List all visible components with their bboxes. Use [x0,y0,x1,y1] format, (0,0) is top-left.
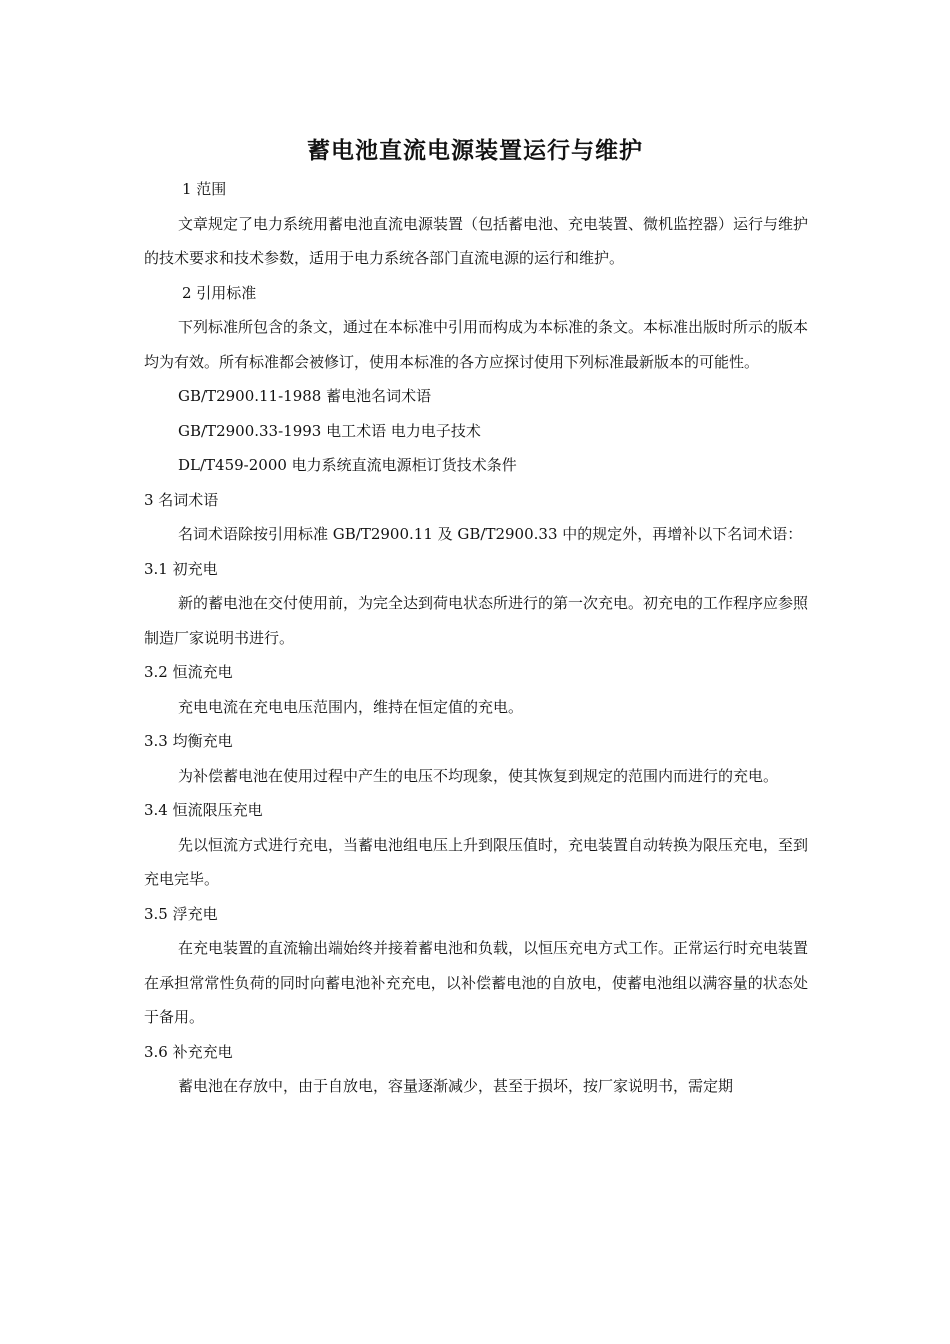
section-1-heading: 1 范围 [182,180,227,198]
document-body [144,172,808,1104]
section-3-4-heading: 3.4 恒流限压充电 [144,801,263,819]
section-2-heading: 2 引用标准 [182,283,257,302]
reference-gb-t2900-33: GB/T2900.33-1993 电工术语 电力电子技术 [178,421,481,440]
section-3-4-paragraph: 先以恒流方式进行充电，当蓄电池组电压上升到限压值时，充电装置自动转换为限压充电，至到充电完毕。 [144,835,809,888]
reference-gb-t2900-11: GB/T2900.11-1988 蓄电池名词术语 [178,387,432,405]
reference-dl-t459: DL/T459-2000 电力系统直流电源柜订货技术条件 [178,456,517,474]
section-3-5-paragraph: 在充电装置的直流输出端始终并接着蓄电池和负载，以恒压充电方式工作。正常运行时充电装置在承担常常性负荷的同时向蓄电池补充充电，以补偿蓄电池的自放电，使蓄电池组以满容量的状态处于备用。 [144,939,809,1026]
section-1-paragraph: 文章规定了电力系统用蓄电池直流电源装置（包括蓄电池、充电装置、微机监控器）运行与维护的技术要求和技术参数，适用于电力系统各部门直流电源的运行和维护。 [144,214,809,267]
section-3-2-paragraph: 充电电流在充电电压范围内，维持在恒定值的充电。 [178,697,524,716]
section-3-3-heading: 3.3 均衡充电 [144,732,233,750]
section-3-6-paragraph: 蓄电池在存放中，由于自放电，容量逐渐减少，甚至于损坏，按厂家说明书，需定期 [178,1077,734,1095]
section-3-paragraph: 名词术语除按引用标准 GB/T2900.11 及 GB/T2900.33 中的规定外，再增补以下名词术语： [178,525,803,543]
section-3-3-paragraph: 为补偿蓄电池在使用过程中产生的电压不均现象，使其恢复到规定的范围内而进行的充电。 [178,766,779,785]
section-3-heading: 3 名词术语 [144,490,219,509]
section-3-1-heading: 3.1 初充电 [144,559,218,578]
section-3-1-paragraph: 新的蓄电池在交付使用前，为完全达到荷电状态所进行的第一次充电。初充电的工作程序应参照制造厂家说明书进行。 [144,594,809,647]
document-title: 蓄电池直流电源装置运行与维护 [307,138,643,164]
section-2-paragraph: 下列标准所包含的条文，通过在本标准中引用而构成为本标准的条文。本标准出版时所示的版本均为有效。所有标准都会被修订，使用本标准的各方应探讨使用下列标准最新版本的可能性。 [144,318,809,371]
section-3-5-heading: 3.5 浮充电 [144,904,218,923]
section-3-2-heading: 3.2 恒流充电 [144,663,233,681]
section-3-6-heading: 3.6 补充充电 [144,1042,233,1061]
